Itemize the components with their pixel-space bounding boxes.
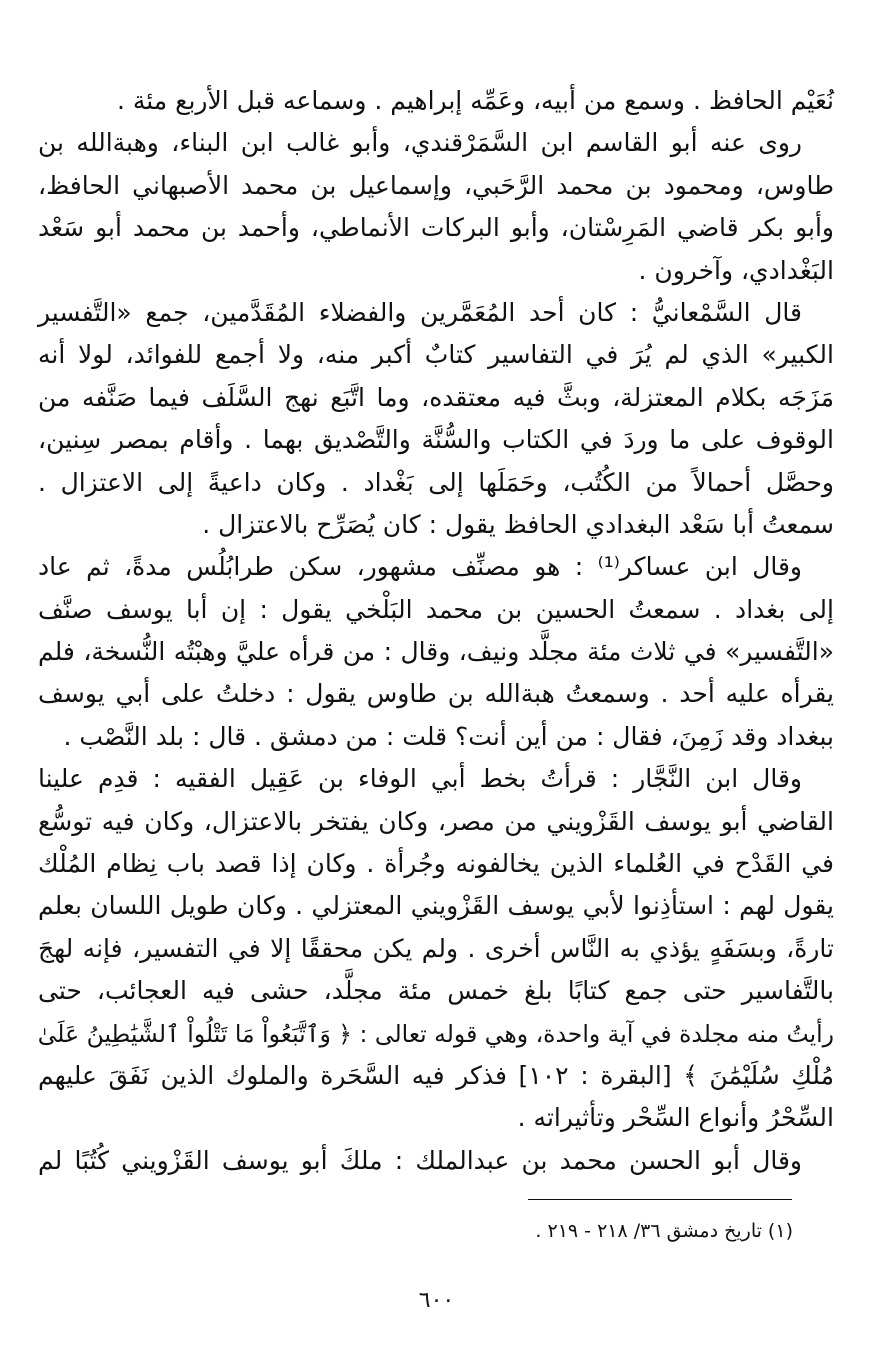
- text-line: طاوس، ومحمود بن محمد الرَّحَبي، وإسماعيل بن محمد الأصبهاني الحافظ،: [38, 170, 834, 200]
- text-line: في القَدْح في العُلماء الذين يخالفونه وجُرأة . وكان إذا قصد باب نِظام المُلْك: [38, 849, 834, 879]
- text-line: مَزَجَه بكلام المعتزلة، وبثَّ فيه معتقده، وما اتَّبَع نهج السَّلَف فيما صَنَّفه من: [38, 382, 834, 412]
- footnote-separator: [528, 1199, 792, 1200]
- paragraph-start-line: روى عنه أبو القاسم ابن السَّمَرْقندي، وأبو غالب ابن البناء، وهبةالله بن: [38, 128, 802, 158]
- text-line: وأبو بكر قاضي المَرِسْتان، وأبو البركات الأنماطي، وأحمد بن محمد أبو سَعْد: [38, 213, 834, 243]
- paragraph-start-line: وقال أبو الحسن محمد بن عبدالملك : ملكَ أبو يوسف القَزْويني كُتُبًا لم: [38, 1145, 802, 1175]
- text-line: يقول لهم : استأذِنوا لأبي يوسف القَزْويني المعتزلي . وكان طويل اللسان بعلم: [38, 891, 834, 921]
- text-line: الكبير» الذي لم يُرَ في التفاسير كتابٌ أكبر منه، ولا أجمع للفوائد، لولا أنه: [38, 340, 834, 370]
- text-line: وحصَّل أحمالاً من الكُتُب، وحَمَلَها إلى بَغْداد . وكان داعيةً إلى الاعتزال .: [38, 467, 834, 497]
- paragraph-start-line: قال السَّمْعانيُّ : كان أحد المُعَمَّرين والفضلاء المُقَدَّمين، جمع «التَّفسير: [38, 297, 802, 327]
- quran-verse-line: رأيتُ منه مجلدة في آية واحدة، وهي قوله تعالى : ﴿ وَٱتَّبَعُواْ مَا تَتْلُواْ ٱلشَّيَٰطِينُ عَلَىٰ: [37, 1019, 834, 1048]
- main-text: [38, 80, 834, 1182]
- text-line: نُعَيْم الحافظ . وسمع من أبيه، وعَمِّه إبراهيم . وسماعه قبل الأربع مئة .: [116, 86, 834, 115]
- text-line: بالتَّفاسير حتى جمع كتابًا بلغ خمس مئة مجلَّد، حشى فيه العجائب، حتى: [38, 976, 834, 1006]
- text-line: يقرأه عليه أحد . وسمعتُ هبةالله بن طاوس يقول : دخلتُ على أبي يوسف: [38, 679, 834, 709]
- text-line: ببغداد وقد زَمِنَ، فقال : من أين أنت؟ قلت : من دمشق . قال : بلد النَّصْب .: [63, 721, 834, 751]
- text-line: تارةً، وبسَفَهٍ يؤذي به النَّاس أخرى . ولم يكن محققًا إلا في التفسير، فإنه لهجَ: [38, 933, 834, 963]
- text-line: السِّحْرُ وأنواع السِّحْر وتأثيراته .: [517, 1103, 834, 1133]
- paragraph-start-line: وقال ابن عساكر⁽¹⁾ : هو مصنِّف مشهور، سكن طرابُلُس مدةً، ثم عاد: [38, 552, 803, 582]
- text-line: «التَّفسير» في ثلاث مئة مجلَّد ونيف، وقال : من قرأه عليَّ وهبْتُه النُّسخة، فلم: [38, 637, 834, 667]
- page-number: ٦٠٠: [418, 1288, 455, 1313]
- footnote: (١) تاريخ دمشق ٣٦/ ٢١٨ - ٢١٩ .: [535, 1220, 793, 1242]
- quran-verse-line: مُلْكِ سُلَيْمَٰنَ ﴾ [البقرة : ١٠٢] فذكر فيه السَّحَرة والملوك الذين نَفَقَ عليهم: [38, 1060, 835, 1090]
- text-line: القاضي أبو يوسف القَزْويني من مصر، وكان يفتخر بالاعتزال، وكان فيه توسُّع: [38, 806, 834, 836]
- text-line: البَغْدادي، وآخرون .: [638, 255, 834, 285]
- paragraph-start-line: وقال ابن النَّجَّار : قرأتُ بخط أبي الوفاء بن عَقِيل الفقيه : قدِم علينا: [38, 764, 802, 794]
- text-line: إلى بغداد . سمعتُ الحسين بن محمد البَلْخي يقول : إن أبا يوسف صنَّف: [38, 594, 834, 624]
- text-line: الوقوف على ما وردَ في الكتاب والسُّنَّة والتَّصْديق بهما . وأقام بمصر سِنين،: [38, 425, 834, 455]
- text-line: سمعتُ أبا سَعْد البغدادي الحافظ يقول : كان يُصَرِّح بالاعتزال .: [202, 509, 834, 539]
